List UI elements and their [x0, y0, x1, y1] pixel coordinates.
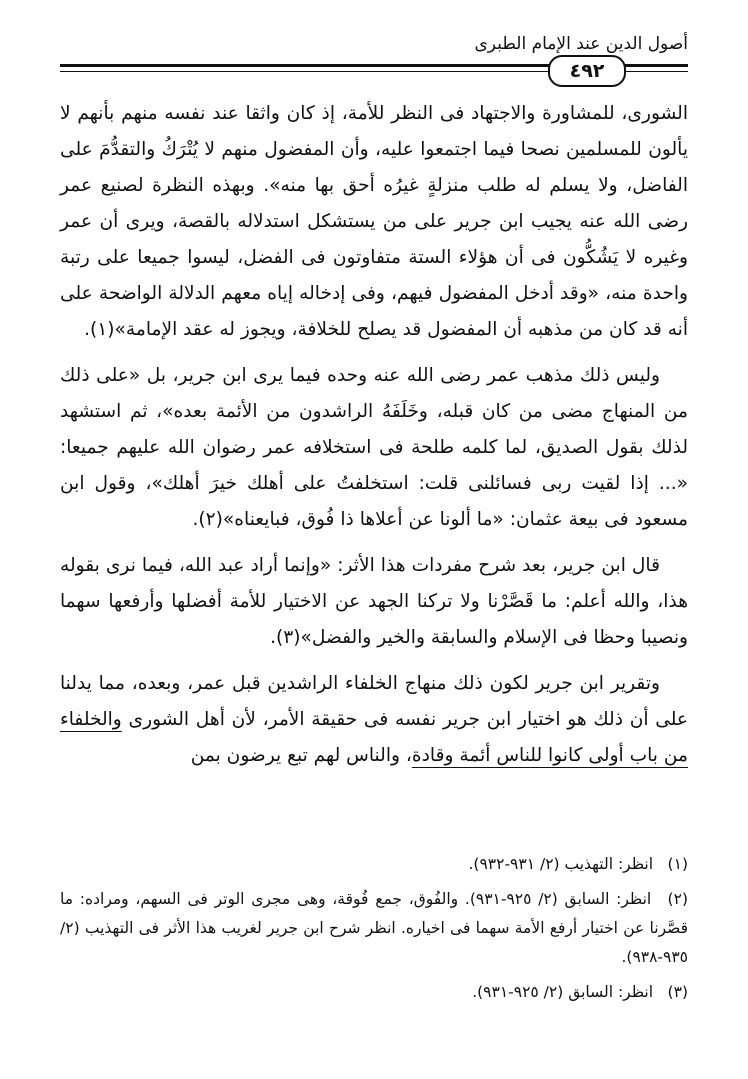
paragraph: وليس ذلك مذهب عمر رضى الله عنه وحده فيما يرى ابن جرير، بل «على ذلك من المنهاج مضى من كان قبله، وخَلَفَهُ الراشدون من الأئمة بعده»، ثم استشهد لذلك بقول الصديق، لما كلمه طلحة فى استخلافه عمر رضوان الله عليهم جميعا: «... إذا لقيت ربى فسائلنى قلت: استخلفتُ على أهلك خيرَ أهلك»، وقول ابن مسعود فى بيعة عثمان: «ما ألونا عن أعلاها ذا فُوق، فبايعناه»(٢). [60, 365, 688, 530]
paragraph: الشورى، للمشاورة والاجتهاد فى النظر للأمة، إذ كان واثقا عند نفسه منهم بأنهم لا يألون للمسلمين نصحا فيما اجتمعوا عليه، وأن المفضول منهم لا يُتْرَكُ والتقدُّمَ على الفاضل، ولا يسلم له طلب منزلةٍ غيرُه أحق بها منه». وبهذه النظرة لصنيع عمر رضى الله عنه يجيب ابن جرير على من يستشكل استدلاله بالقصة، ويرى أن عمر وغيره لا يَشُكُّون فى أن هؤلاء الستة متفاوتون فى الفضل، ليسوا جميعا على رتبة واحدة منه، «وقد أدخل المفضول فيهم، وفى إدخاله إياه معهم الدلالة الواضحة على أنه قد كان من مذهبه أن المفضول قد يصلح للخلافة، ويجوز له عقد الإمامة»(١). [60, 103, 688, 340]
header-title: أصول الدين عند الإمام الطبرى [474, 34, 688, 54]
main-text [60, 96, 688, 784]
paragraph: قال ابن جرير، بعد شرح مفردات هذا الأثر: «وإنما أراد عبد الله، فيما نرى بقوله هذا، والله أعلم: ما قَصَّرْنا ولا تركنا الجهد عن الاختيار للأمة أفضلها وأرفعها سهما ونصيبا وحظا فى الإسلام والسابقة والخير والفضل»(٣). [60, 555, 688, 648]
paragraph-text: وتقرير ابن جرير لكون ذلك منهاج الخلفاء الراشدين قبل عمر، وبعده، مما يدلنا على أن ذلك هو اختيار ابن جرير نفسه فى حقيقة الأمر، لأن أهل الشورى [60, 673, 688, 730]
footnote-number: (٢) [667, 890, 688, 908]
footnote-text: انظر: السابق (٢/ ٩٢٥-٩٣١). [472, 983, 654, 1001]
footnotes [60, 850, 688, 1013]
footnote-number: (٣) [667, 983, 688, 1001]
footnote [60, 978, 688, 1007]
page-number: ٤٩٢ [548, 55, 626, 87]
paragraph-last [60, 666, 688, 774]
footnote [60, 850, 688, 879]
paragraph-text: ، والناس لهم تبع يرضون بمن [190, 745, 412, 766]
footnote-text: انظر: السابق (٢/ ٩٢٥-٩٣١). والفُوق، جمع فُوقة، وهى مجرى الوتر فى السهم، ومراده: ما قصَّرنا عن اختيار أرفع الأمة سهما فى اخياره. انظر شرح ابن جرير لغريب هذا الأثر فى التهذيب (٢/ ٩٣٥-٩٣٨). [60, 890, 688, 966]
footnote [60, 885, 688, 972]
underlined-phrase: والخلفاء من باب أولى كانوا للناس أئمة وقادة [60, 709, 688, 766]
footnote-text: انظر: التهذيب (٢/ ٩٣١-٩٣٢). [468, 855, 654, 873]
footnote-number: (١) [667, 855, 688, 873]
